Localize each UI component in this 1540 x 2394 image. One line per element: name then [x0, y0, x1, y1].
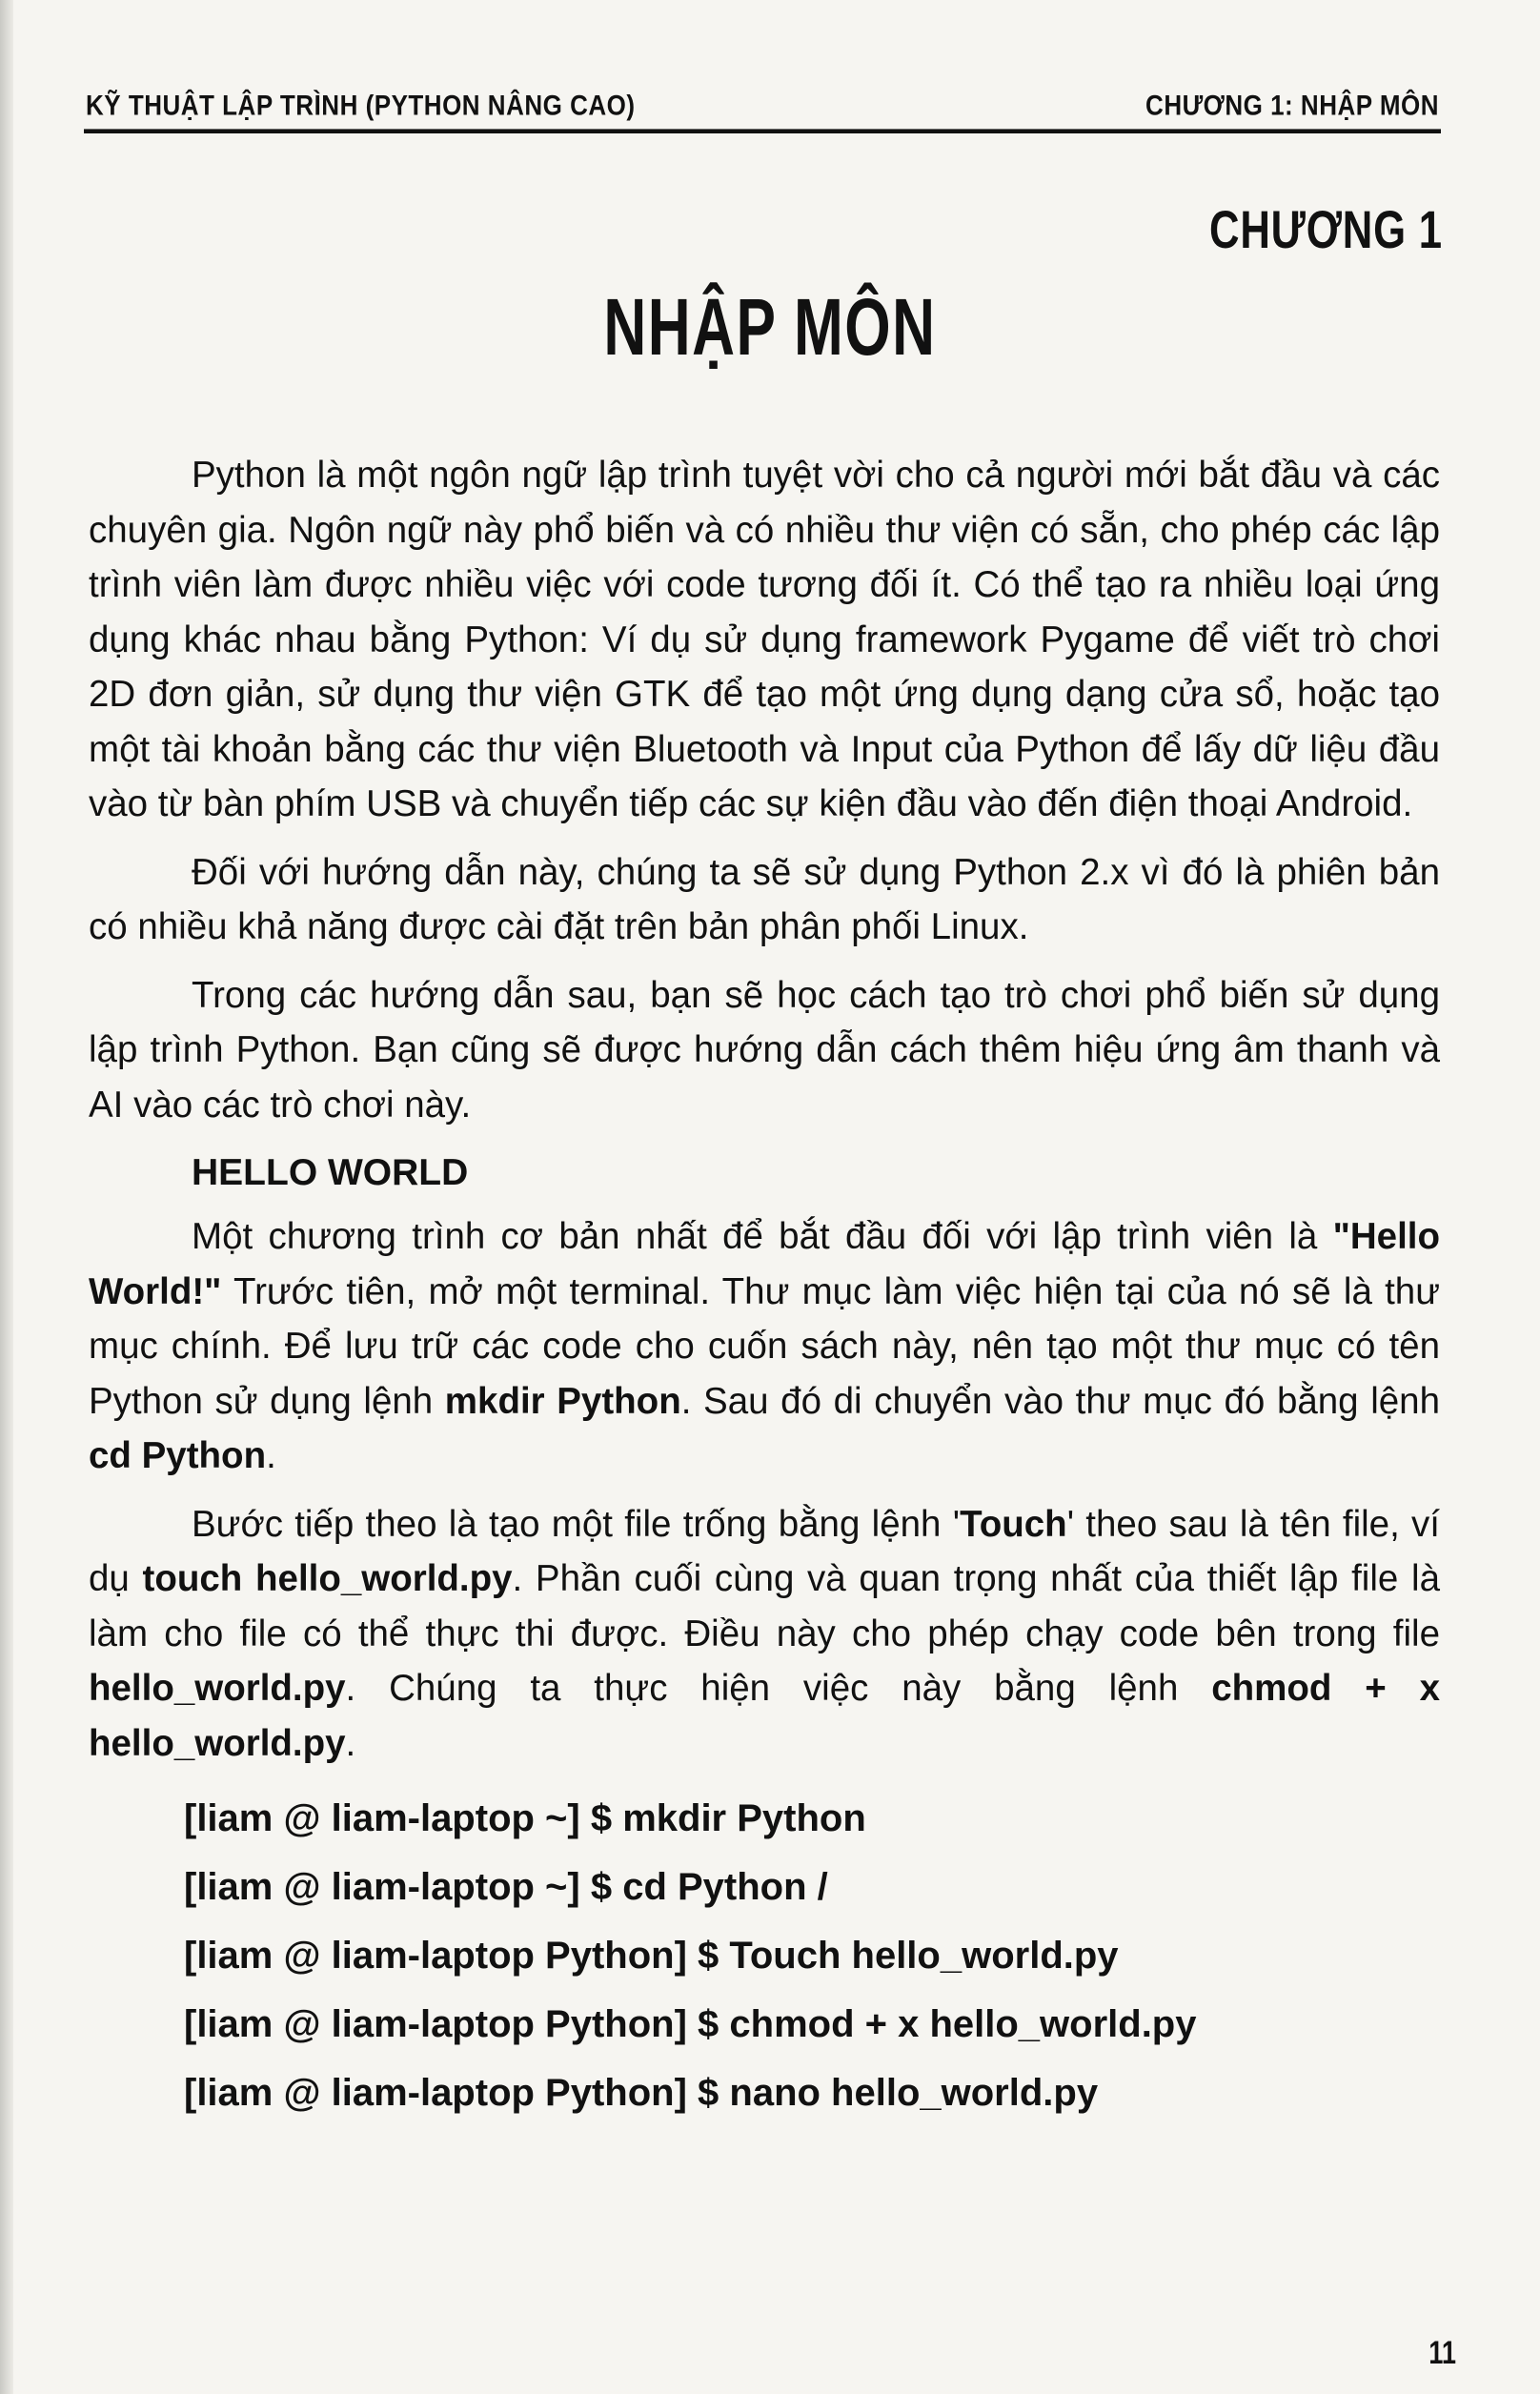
- chapter-title-text: NHẬP MÔN: [603, 282, 937, 372]
- chapter-title: [0, 281, 1540, 374]
- inline-command: chmod + x hello_world.py: [89, 1668, 1440, 1764]
- code-line: [liam @ liam-laptop ~] $ cd Python /: [184, 1866, 828, 1908]
- code-line: [liam @ liam-laptop Python] $ nano hello_world.py: [184, 2072, 1099, 2114]
- code-line: [liam @ liam-laptop Python] $ Touch hello_world.py: [184, 1935, 1119, 1977]
- inline-filename: hello_world.py: [89, 1668, 346, 1709]
- text-run: .: [266, 1435, 276, 1476]
- running-header: [84, 85, 1441, 133]
- text-run: Bước tiếp theo là tạo một file trống bằng lệnh ': [192, 1503, 961, 1545]
- chapter-label: CHƯƠNG 1: [1209, 199, 1443, 259]
- inline-command: Touch: [960, 1503, 1067, 1545]
- text-run: Một chương trình cơ bản nhất để bắt đầu đối với lập trình viên là: [192, 1216, 1333, 1257]
- inline-command: mkdir Python: [444, 1380, 681, 1422]
- page-number: 11: [1429, 2335, 1456, 2371]
- header-chapter-title: CHƯƠNG 1: NHẬP MÔN: [1145, 88, 1439, 122]
- paragraph-python-version: Đối với hướng dẫn này, chúng ta sẽ sử dụng Python 2.x vì đó là phiên bản có nhiều khả năng được cài đặt trên bản phân phối Linux.: [89, 851, 1440, 947]
- page-content: [89, 448, 1440, 2127]
- paragraph-hello-world: [89, 1209, 1440, 1484]
- bold-run: "Hello World!": [89, 1216, 1440, 1312]
- text-run: ' theo sau là tên file, ví dụ: [89, 1503, 1440, 1599]
- text-run: . Chúng ta thực hiện việc này bằng lệnh: [345, 1668, 1212, 1709]
- text-run: Trước tiên, mở một terminal. Thư mục làm việc hiện tại của nó sẽ là thư mục chính. Để lưu trữ các code cho cuốn sách này, nên tạo một thư mục có tên Python sử dụng lệnh: [89, 1270, 1440, 1422]
- inline-command: touch hello_world.py: [142, 1558, 513, 1599]
- text-run: .: [345, 1722, 356, 1764]
- code-line: [liam @ liam-laptop Python] $ chmod + x hello_world.py: [184, 2003, 1197, 2045]
- text-run: . Sau đó di chuyển vào thư mục đó bằng lệnh: [680, 1380, 1440, 1422]
- section-heading: HELLO WORLD: [192, 1152, 469, 1193]
- code-line: [liam @ liam-laptop ~] $ mkdir Python: [184, 1797, 866, 1839]
- paragraph-touch-chmod: [89, 1497, 1440, 1772]
- inline-command: cd Python: [89, 1435, 267, 1476]
- paragraph-tutorials: Trong các hướng dẫn sau, bạn sẽ học cách tạo trò chơi phổ biến sử dụng lập trình Python. Bạn cũng sẽ được hướng dẫn cách thêm hiệu ứng âm thanh và AI vào các trò chơi này.: [89, 974, 1440, 1126]
- paragraph-intro: Python là một ngôn ngữ lập trình tuyệt vời cho cả người mới bắt đầu và các chuyên gia. Ngôn ngữ này phổ biến và có nhiều thư viện có sẵn, cho phép các lập trình viên làm được nhiều việc với code tương đối ít. Có thể tạo ra nhiều loại ứng dụng khác nhau bằng Python: Ví dụ sử dụng framework Pygame để viết trò chơi 2D đơn giản, sử dụng thư viện GTK để tạo một ứng dụng dạng cửa sổ, hoặc tạo một tài khoản bằng các thư viện Bluetooth và Input của Python để lấy dữ liệu đầu vào từ bàn phím USB và chuyển tiếp các sự kiện đầu vào đến điện thoại Android.: [89, 455, 1440, 824]
- text-run: . Phần cuối cùng và quan trọng nhất của thiết lập file là làm cho file có thể thực thi được. Điều này cho phép chạy code bên trong file: [89, 1558, 1440, 1654]
- header-book-title: KỸ THUẬT LẬP TRÌNH (PYTHON NÂNG CAO): [86, 88, 636, 122]
- terminal-commands: [184, 1784, 1440, 2127]
